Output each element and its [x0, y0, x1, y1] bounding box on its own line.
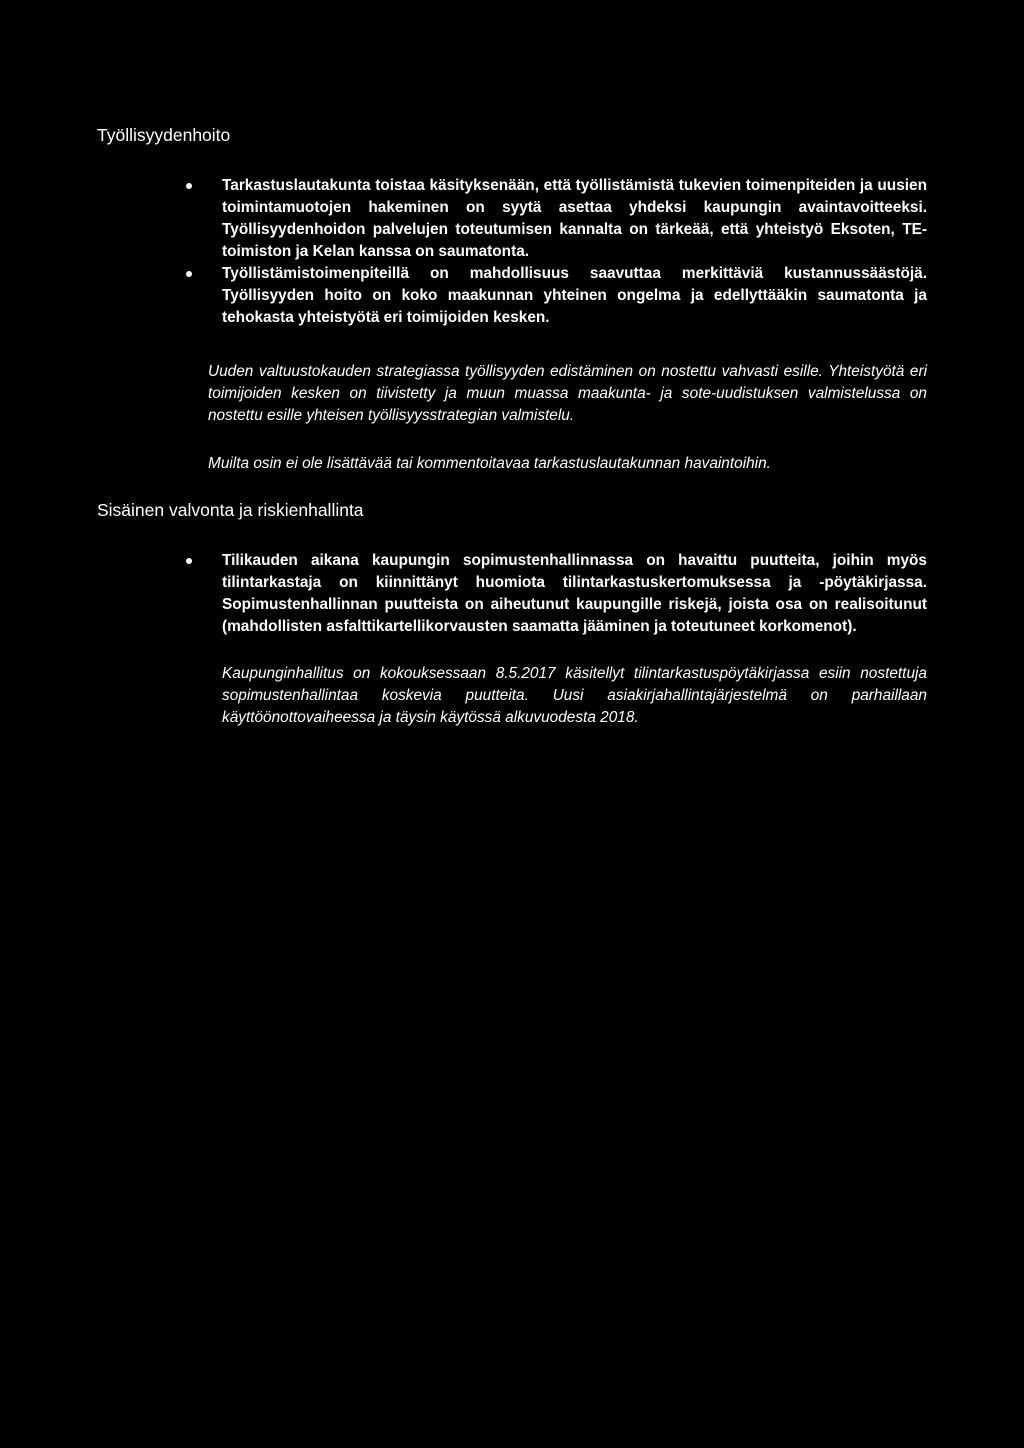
observation-text: Tarkastuslautakunta toistaa käsityksenään, että työllistämistä tukevien toimenpiteiden ja uusien toimintamuotojen hakeminen on syytä asettaa yhdeksi kaupungin avaintavoitteeksi. Työllisyydenhoidon palvelujen toteutumisen kannalta on tärkeää, että yhteistyö Eksoten, TE-toimiston ja Kelan kanssa on saumatonta. — [222, 177, 927, 260]
observation-list — [222, 550, 927, 638]
observation-text: Työllistämistoimenpiteillä on mahdollisuus saavuttaa merkittäviä kustannussäästöjä. Työllisyyden hoito on koko maakunnan yhteinen ongelma ja edellyttääkin saumatonta ja tehokasta yhteistyötä eri toimijoiden kesken. — [222, 265, 927, 326]
observation-text: Tilikauden aikana kaupungin sopimustenhallinnassa on havaittu puutteita, joihin myös tilintarkastaja on kiinnittänyt huomiota tilintarkastuskertomuksessa ja -pöytäkirjassa. Sopimustenhallinnan puutteista on aiheutunut kaupungille riskejä, joista osa on realisoitunut (mahdollisten asfalttikartellikorvausten saamatta jääminen ja toteutuneet korkomenot). — [222, 552, 927, 635]
observation-item — [222, 263, 927, 329]
observation-item — [222, 175, 927, 263]
bullet-icon — [186, 271, 192, 277]
response-paragraph: Kaupunginhallitus on kokouksessaan 8.5.2017 käsitellyt tilintarkastuspöytäkirjassa esiin nostettuja sopimustenhallintaa koskevia puutteita. Uusi asiakirjahallintajärjestelmä on parhaillaan käyttöönottovaiheessa ja täysin käytössä alkuvuodesta 2018. — [222, 665, 927, 726]
observation-list — [222, 175, 927, 329]
response-paragraph: Muilta osin ei ole lisättävää tai kommentoitavaa tarkastuslautakunnan havaintoihin. — [208, 455, 771, 472]
bullet-icon — [186, 558, 192, 564]
section-heading-sisainen-valvonta: Sisäinen valvonta ja riskienhallinta — [97, 500, 364, 520]
section-heading-tyollisyydenhoito: Työllisyydenhoito — [97, 125, 231, 145]
response-paragraph: Uuden valtuustokauden strategiassa työllisyyden edistäminen on nostettu vahvasti esille. Yhteistyötä eri toimijoiden kesken on tiivistetty ja muun muassa maakunta- ja sote-uudistuksen valmistelussa on nostettu esille yhteisen työllisyysstrategian valmistelu. — [208, 363, 927, 424]
bullet-icon — [186, 183, 192, 189]
observation-item — [222, 550, 927, 638]
